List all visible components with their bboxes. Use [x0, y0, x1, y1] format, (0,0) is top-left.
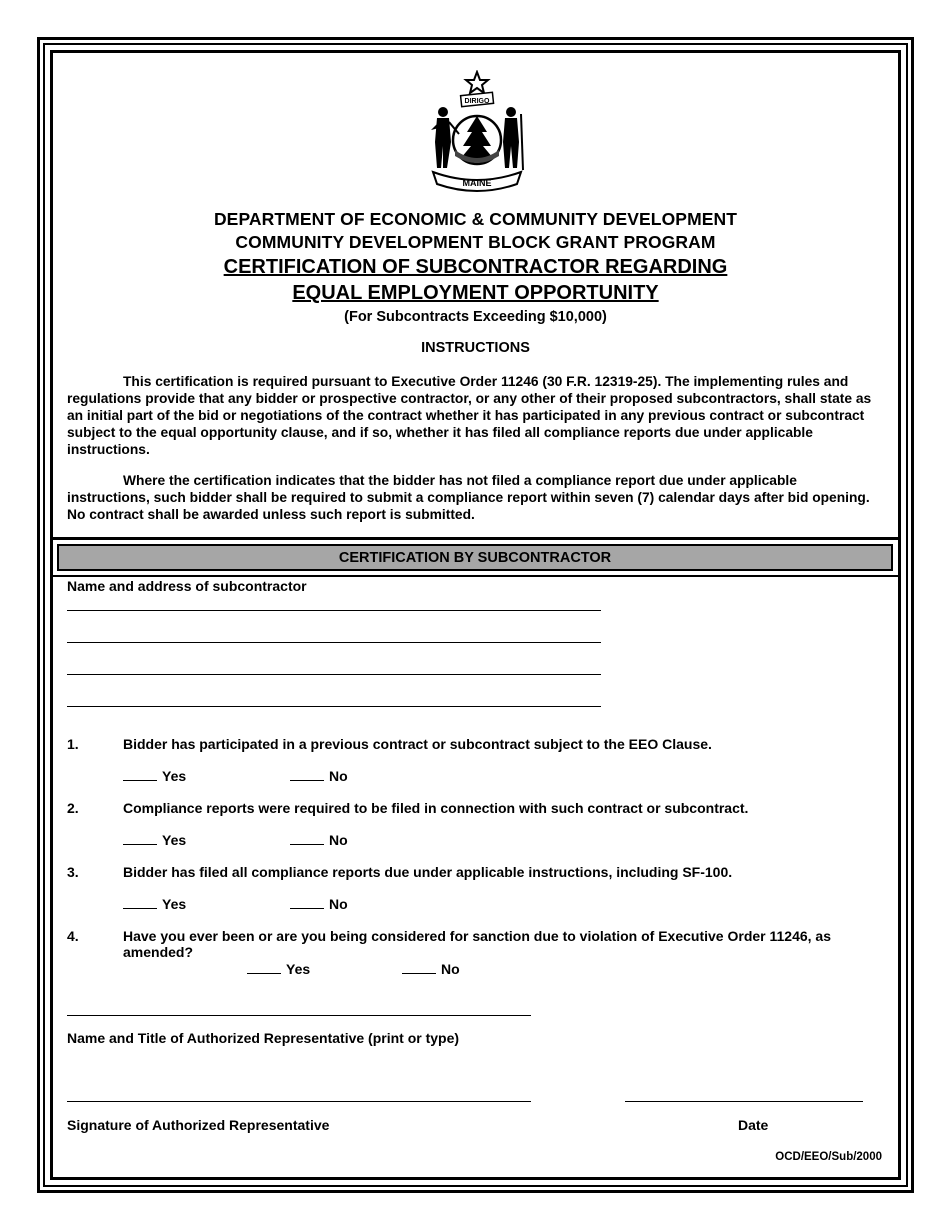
date-label: Date [738, 1117, 769, 1133]
instructions-paragraph-1: This certification is required pursuant to Executive Order 11246 (30 F.R. 12319-25). The implementing rules and regulations provide that any bidder or prospective contractor, or any other of their proposed subcontractors, shall state as an initial part of the bid or negotiations of the contract whether it has participated in any previous contract or subcontract subject to the equal opportunity clause, and if so, whether it has filed all compliance reports due under applicable instructions. [67, 374, 872, 457]
question-3-text: Bidder has filed all compliance reports due under applicable instructions, including SF-100. [123, 864, 733, 880]
question-2-yes-blank[interactable] [123, 833, 157, 845]
question-3-yes-blank[interactable] [123, 897, 157, 909]
signature-line[interactable] [67, 1101, 531, 1102]
question-2-text: Compliance reports were required to be filed in connection with such contract or subcontract. [123, 800, 749, 816]
question-1-number: 1. [67, 736, 79, 752]
question-3-no[interactable] [290, 896, 348, 912]
form-subtitle: (For Subcontracts Exceeding $10,000) [344, 309, 607, 325]
name-address-line-2[interactable] [67, 642, 601, 643]
question-4-yes-blank[interactable] [247, 962, 281, 974]
name-title-line[interactable] [67, 1015, 531, 1016]
no-label: No [329, 768, 348, 784]
form-title-line2: EQUAL EMPLOYMENT OPPORTUNITY [292, 282, 659, 304]
date-line[interactable] [625, 1101, 863, 1102]
yes-label: Yes [162, 768, 187, 784]
question-2-no-blank[interactable] [290, 833, 324, 845]
question-1-text: Bidder has participated in a previous contract or subcontract subject to the EEO Clause. [123, 736, 712, 752]
question-1-no[interactable] [290, 768, 348, 784]
question-4-number: 4. [67, 928, 79, 944]
name-title-label: Name and Title of Authorized Representative (print or type) [67, 1030, 460, 1046]
seal-state-name: MAINE [462, 178, 492, 188]
question-3-yes[interactable] [123, 896, 186, 912]
document-header [50, 208, 901, 327]
seal-motto: DIRIGO [464, 98, 490, 105]
question-2-no[interactable] [290, 832, 348, 848]
question-2-number: 2. [67, 800, 79, 816]
question-3-number: 3. [67, 864, 79, 880]
no-label: No [329, 832, 348, 848]
question-1-yes[interactable] [123, 768, 186, 784]
no-label: No [329, 896, 348, 912]
certification-heading: CERTIFICATION BY SUBCONTRACTOR [57, 544, 893, 571]
question-4-no[interactable] [402, 961, 460, 977]
instructions-heading: INSTRUCTIONS [421, 340, 530, 356]
name-address-line-4[interactable] [67, 706, 601, 707]
form-title-line1: CERTIFICATION OF SUBCONTRACTOR REGARDING [223, 256, 728, 278]
maine-state-seal [425, 70, 529, 196]
name-address-label: Name and address of subcontractor [67, 578, 307, 594]
no-label: No [441, 961, 460, 977]
instructions-paragraph-2: Where the certification indicates that the bidder has not filed a compliance report due under applicable instructions, such bidder shall be required to submit a compliance report within seven (7) calendar days after bid opening. No contract shall be awarded unless such report is submitted. [67, 473, 870, 522]
yes-label: Yes [162, 832, 187, 848]
yes-label: Yes [162, 896, 187, 912]
question-4-no-blank[interactable] [402, 962, 436, 974]
yes-label: Yes [286, 961, 311, 977]
question-4-yes[interactable] [247, 961, 310, 977]
question-3-no-blank[interactable] [290, 897, 324, 909]
question-1-yes-blank[interactable] [123, 769, 157, 781]
department-name: DEPARTMENT OF ECONOMIC & COMMUNITY DEVELOPMENT [213, 209, 738, 229]
form-code: OCD/EEO/Sub/2000 [775, 1151, 882, 1163]
name-address-line-3[interactable] [67, 674, 601, 675]
question-4-text: Have you ever been or are you being considered for sanction due to violation of Executive Order 11246, as amended? [123, 928, 832, 960]
program-name: COMMUNITY DEVELOPMENT BLOCK GRANT PROGRAM [235, 232, 716, 252]
signature-label: Signature of Authorized Representative [67, 1117, 330, 1133]
question-2-yes[interactable] [123, 832, 186, 848]
question-1-no-blank[interactable] [290, 769, 324, 781]
name-address-line-1[interactable] [67, 610, 601, 611]
